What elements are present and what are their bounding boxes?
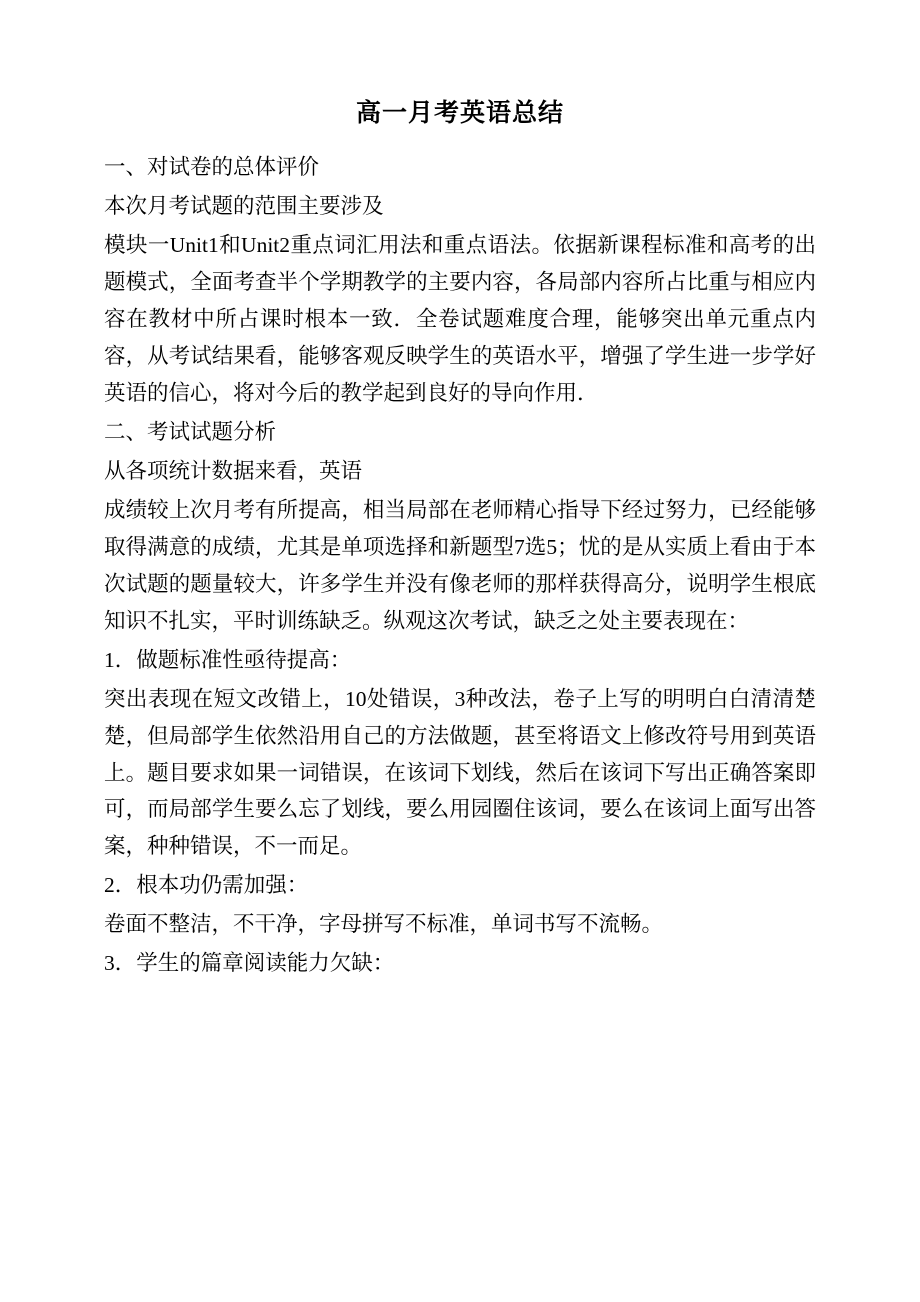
paragraph-scope-intro: 本次月考试题的范围主要涉及 [104, 193, 384, 218]
list-item-2-heading: 2．根本功仍需加强： [104, 873, 309, 898]
paragraph-stats-body: 成绩较上次月考有所提高，相当局部在老师精心指导下经过努力，已经能够取得满意的成绩，尤其是单项选择和新题型7选5；忧的是从实质上看由于本次试题的题量较大，许多学生并没有像老师的那样获得高分，说明学生根底知识不扎实，平时训练缺乏。纵观这次考试，缺乏之处主要表现在： [104, 497, 816, 633]
page-title: 高一月考英语总结 [355, 100, 564, 127]
list-item-2-body: 卷面不整洁，不干净，字母拼写不标准，单词书写不流畅。 [104, 912, 664, 937]
list-item-1-heading: 1．做题标准性亟待提高： [104, 647, 352, 672]
section-heading-2: 二、考试试题分析 [104, 419, 277, 444]
document-body [104, 149, 816, 982]
list-item-1-body: 突出表现在短文改错上，10处错误，3种改法，卷子上写的明明白白清清楚楚，但局部学生依然沿用自己的方法做题，甚至将语文上修改符号用到英语上。题目要求如果一词错误，在该词下划线，然后在该词下写出正确答案即可，而局部学生要么忘了划线，要么用园圈住该词，要么在该词上面写出答案，种种错误，不一而足。 [104, 686, 816, 859]
paragraph-stats-intro: 从各项统计数据来看，英语 [104, 458, 363, 483]
paragraph-scope-body: 模块一Unit1和Unit2重点词汇用法和重点语法。依据新课程标准和高考的出题模式，全面考查半个学期教学的主要内容，各局部内容所占比重与相应内容在教材中所占课时根本一致．全卷试题难度合理，能够突出单元重点内容，从考试结果看，能够客观反映学生的英语水平，增强了学生进一步学好英语的信心，将对今后的教学起到良好的导向作用． [104, 232, 816, 405]
list-item-3-heading: 3．学生的篇章阅读能力欠缺： [104, 951, 395, 976]
section-heading-1: 一、对试卷的总体评价 [104, 155, 320, 179]
